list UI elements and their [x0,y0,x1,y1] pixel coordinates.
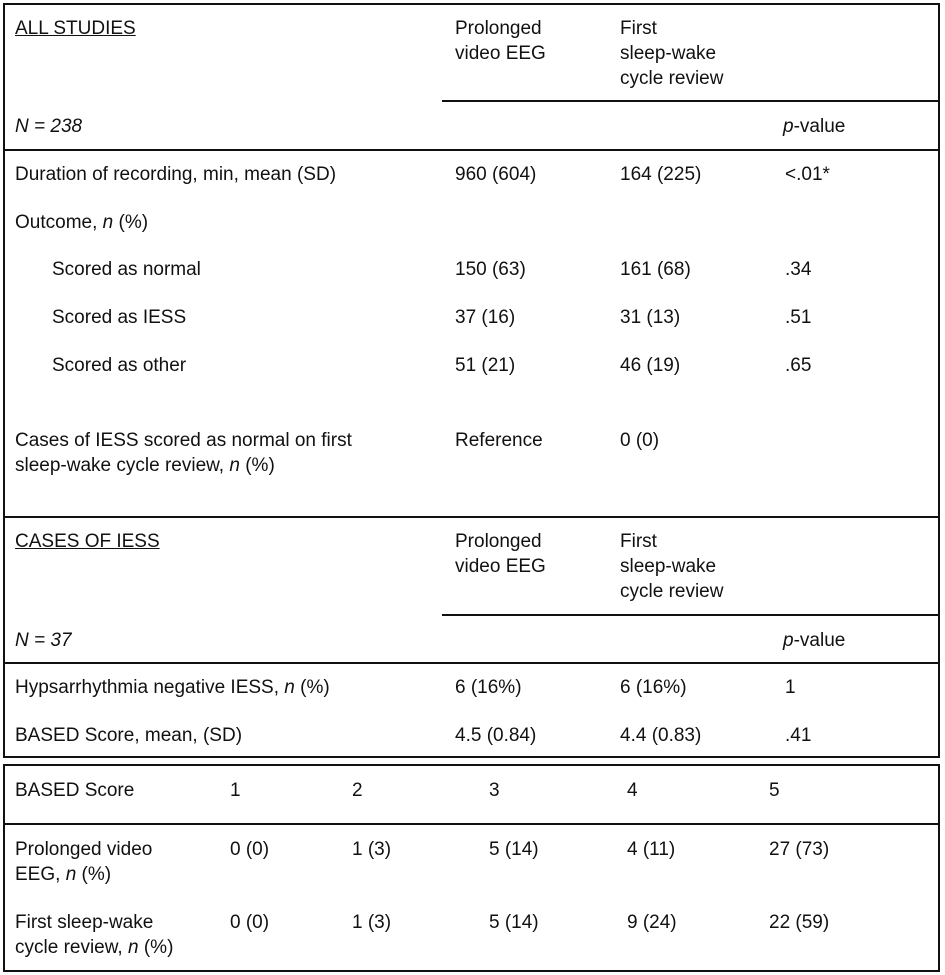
outcome-label: Outcome, n (%) [15,212,149,233]
first-review-score-3: 5 (14) [489,912,539,933]
hyps-label: Hypsarrhythmia negative IESS, n (%) [15,677,330,698]
other-first-review: 46 (19) [620,355,681,376]
column-header-first-review: First sleep-wake cycle review [620,18,724,89]
duration-prolonged: 960 (604) [455,164,537,185]
iess-label: Scored as IESS [52,307,187,328]
based-mean-label: BASED Score, mean, (SD) [15,725,243,746]
table1-border-left [3,3,5,758]
table1-border-right [938,3,940,758]
normal-pvalue: .34 [785,259,812,280]
first-review-row-label: First sleep-wake cycle review, n (%) [15,912,174,958]
column-header-prolonged-2: Prolonged video EEG [455,531,546,577]
duration-first-review: 164 (225) [620,164,702,185]
pvalue-header-2: p-value [783,630,846,651]
cases-normal-prolonged: Reference [455,430,543,451]
iess-pvalue: .51 [785,307,812,328]
table2-border-left [3,764,5,972]
n-total-label: N = 238 [15,116,83,137]
other-label: Scored as other [52,355,187,376]
normal-first-review: 161 (68) [620,259,691,280]
table2-border-right [938,764,940,972]
based-mean-first-review: 4.4 (0.83) [620,725,702,746]
score-3-header: 3 [489,780,500,801]
iess-first-review: 31 (13) [620,307,681,328]
first-review-score-5: 22 (59) [769,912,830,933]
other-pvalue: .65 [785,355,812,376]
prolonged-score-4: 4 (11) [627,839,676,860]
n-cases-label: N = 37 [15,630,72,651]
prolonged-score-3: 5 (14) [489,839,539,860]
iess-prolonged: 37 (16) [455,307,516,328]
cases-normal-label: Cases of IESS scored as normal on first sleep-wake cycle review, n (%) [15,430,352,476]
score-4-header: 4 [627,780,638,801]
first-review-score-4: 9 (24) [627,912,677,933]
hyps-pvalue: 1 [785,677,796,698]
normal-label: Scored as normal [52,259,201,280]
table2-border-bottom [3,970,940,972]
table2-border-top [3,764,940,766]
column-header-first-review-2: First sleep-wake cycle review [620,531,724,602]
rule-under-n-1 [3,149,940,151]
table1-border-top [3,3,940,5]
hyps-prolonged: 6 (16%) [455,677,522,698]
score-5-header: 5 [769,780,780,801]
all-studies-heading: ALL STUDIES [15,18,136,39]
rule-under-score-header [3,823,940,825]
based-mean-pvalue: .41 [785,725,812,746]
prolonged-score-5: 27 (73) [769,839,830,860]
score-1-header: 1 [230,780,241,801]
rule-under-n-2 [3,662,940,664]
hyps-first-review: 6 (16%) [620,677,687,698]
cases-of-iess-heading: CASES OF IESS [15,531,160,552]
prolonged-score-2: 1 (3) [352,839,392,860]
based-mean-prolonged: 4.5 (0.84) [455,725,537,746]
duration-pvalue: <.01* [785,164,830,185]
prolonged-row-label: Prolonged video EEG, n (%) [15,839,153,885]
table1-border-bottom [3,756,940,758]
first-review-score-1: 0 (0) [230,912,270,933]
pvalue-header: p-value [783,116,846,137]
cases-normal-first-review: 0 (0) [620,430,660,451]
duration-label: Duration of recording, min, mean (SD) [15,164,337,185]
rule-section-divider [3,516,940,518]
column-header-prolonged: Prolonged video EEG [455,18,546,64]
other-prolonged: 51 (21) [455,355,516,376]
first-review-score-2: 1 (3) [352,912,392,933]
score-2-header: 2 [352,780,363,801]
based-score-header: BASED Score [15,780,135,801]
prolonged-score-1: 0 (0) [230,839,270,860]
normal-prolonged: 150 (63) [455,259,526,280]
rule-under-header-1 [442,100,940,102]
rule-under-header-2 [442,614,940,616]
